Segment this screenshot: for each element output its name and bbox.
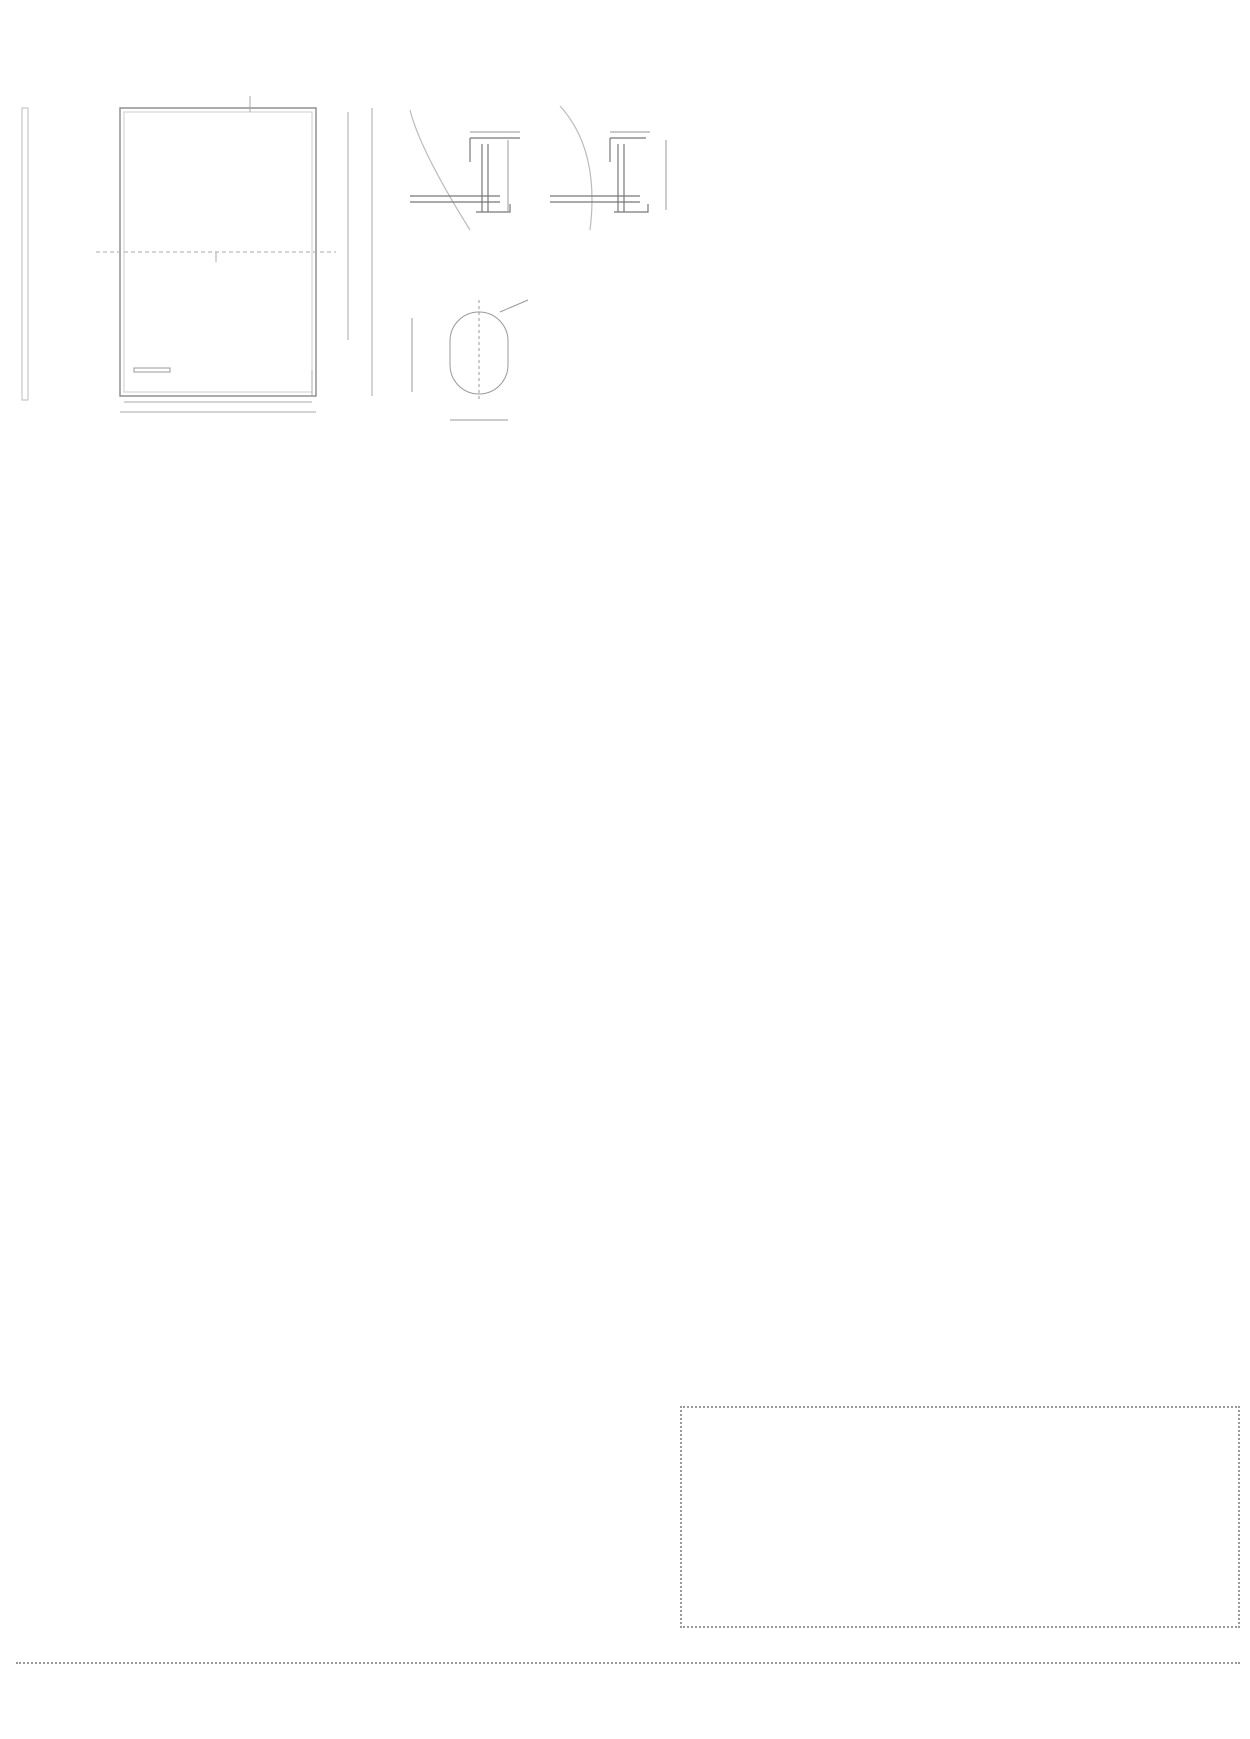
mounting-hole-drawing (412, 300, 528, 420)
rear-view-drawing (22, 96, 372, 412)
frame-section-aa (410, 110, 520, 230)
engineering-drawing (0, 0, 680, 440)
frame-section-bb (550, 106, 666, 230)
partner-box (680, 1406, 1240, 1628)
iv-curves-chart (680, 40, 1240, 460)
footer-divider (16, 1662, 1240, 1664)
